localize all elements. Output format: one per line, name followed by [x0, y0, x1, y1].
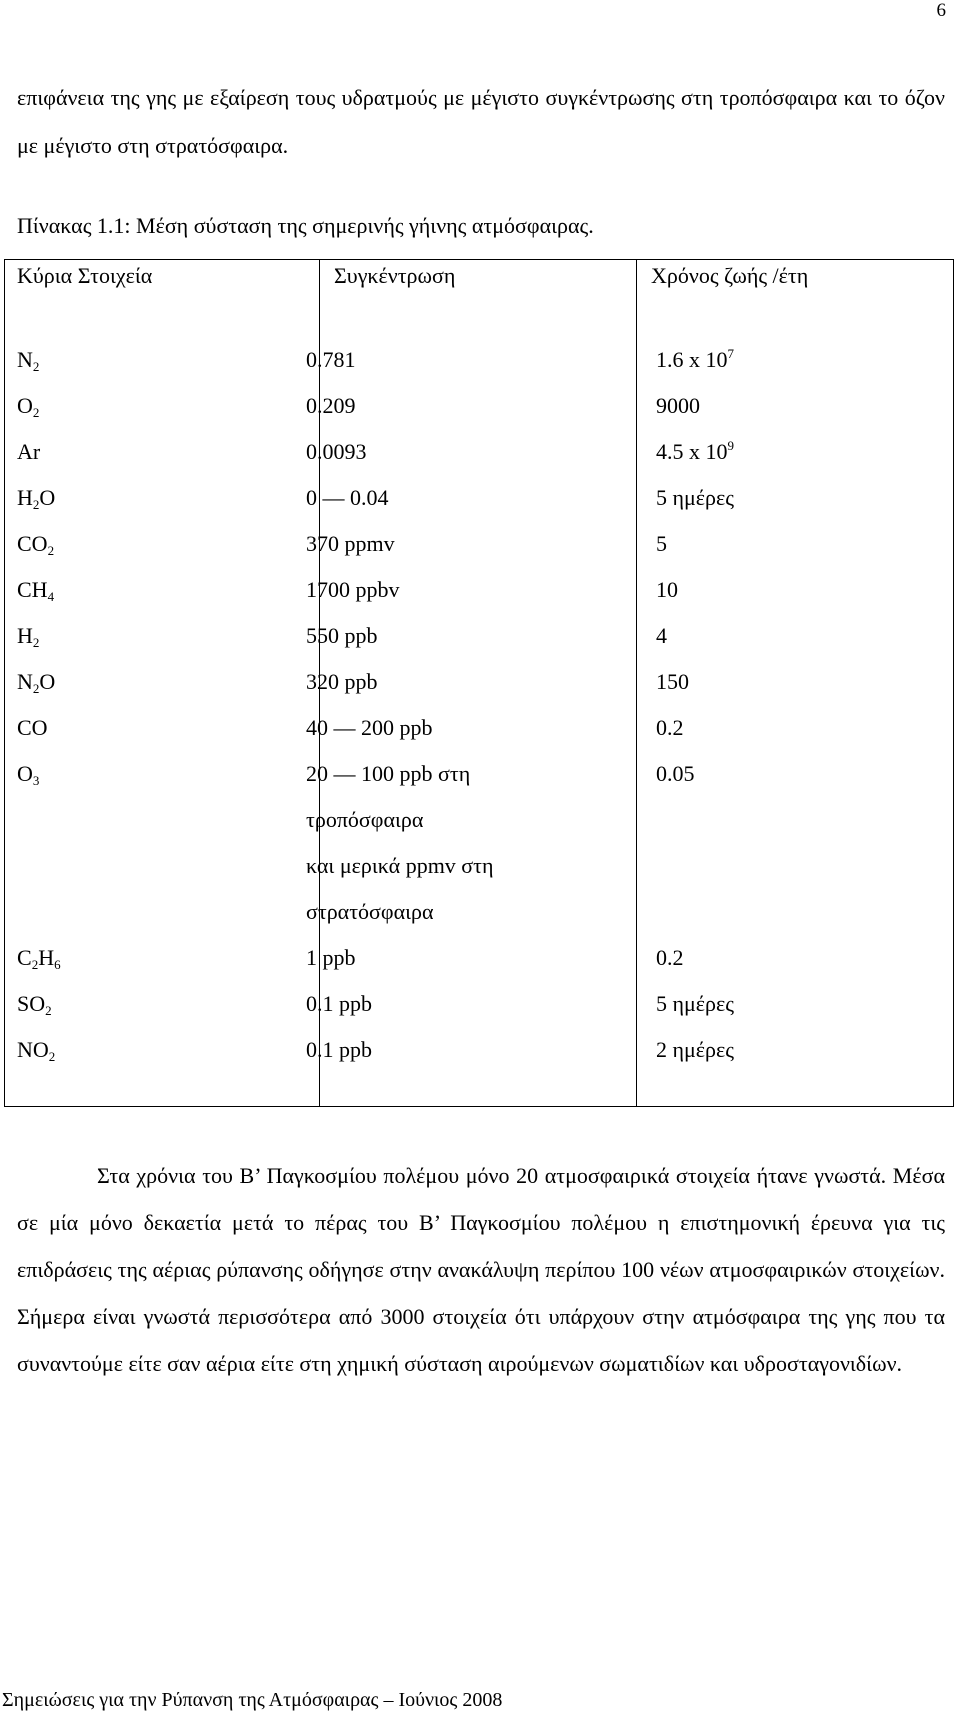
header-concentration: Συγκέντρωση	[334, 263, 456, 288]
row-element	[17, 347, 39, 373]
row-lifetime	[656, 945, 684, 971]
element-subscript: 2	[32, 497, 40, 512]
row-concentration: 1700 ppbv	[306, 577, 400, 602]
row-concentration: 0 — 0.04	[306, 485, 389, 510]
row-element	[17, 531, 54, 557]
row-concentration: 0.1 ppb	[306, 1037, 372, 1062]
table-border-top	[4, 259, 954, 260]
row-lifetime	[656, 577, 678, 603]
table-border-left	[4, 259, 5, 1107]
lifetime-value: 1.6 x 10	[656, 347, 728, 372]
element-symbol: N	[17, 669, 33, 694]
lifetime-value: 0.2	[656, 715, 684, 740]
row-lifetime	[656, 991, 734, 1017]
lifetime-value: 150	[656, 669, 689, 694]
element-symbol: O	[17, 393, 33, 418]
element-symbol: N	[17, 347, 33, 372]
page-number: 6	[936, 0, 946, 21]
row-concentration: 0.209	[306, 393, 356, 418]
element-symbol: H	[17, 623, 33, 648]
row-element	[17, 669, 55, 695]
element-subscript: 2	[32, 681, 40, 696]
lifetime-value: 9000	[656, 393, 700, 418]
element-symbol-suffix: O	[39, 485, 56, 510]
element-symbol: CO	[17, 715, 48, 740]
element-symbol-suffix: O	[39, 669, 56, 694]
lifetime-value: 10	[656, 577, 678, 602]
table-border-bottom	[4, 1106, 954, 1107]
lifetime-exponent: 9	[727, 438, 734, 453]
element-subscript: 2	[32, 405, 40, 420]
row-element	[17, 945, 61, 971]
row-lifetime	[656, 715, 684, 741]
row-lifetime	[656, 439, 734, 465]
header-elements: Κύρια Στοιχεία	[17, 263, 153, 288]
row-concentration: 550 ppb	[306, 623, 378, 648]
element-symbol: Ar	[17, 439, 41, 464]
row-lifetime	[656, 669, 689, 695]
row-element	[17, 991, 52, 1017]
intro-paragraph: επιφάνεια της γης με εξαίρεση τους υδρατμούς με μέγιστο συγκέντρωσης στη τροπόσφαιρα και το όζον με μέγιστο στη στρατόσφαιρα.	[17, 85, 945, 158]
body-paragraph	[17, 1152, 945, 1387]
element-subscript: 2	[47, 543, 55, 558]
row-lifetime	[656, 761, 695, 787]
element-subscript: 4	[47, 589, 55, 604]
element-symbol-suffix: H	[38, 945, 55, 970]
element-subscript: 2	[32, 359, 40, 374]
table-caption: Πίνακας 1.1: Μέση σύσταση της σημερινής γήινης ατμόσφαιρας.	[17, 213, 594, 238]
row-element	[17, 715, 48, 741]
element-symbol: H	[17, 485, 33, 510]
element-symbol: O	[17, 761, 33, 786]
body-paragraph-text: Στα χρόνια του Β’ Παγκοσμίου πολέμου μόνο 20 ατμοσφαιρικά στοιχεία ήτανε γνωστά. Μέσα σε μία μόνο δεκαετία μετά το πέρας του Β’ Παγκοσμίου πολέμου η επιστημονική έρευνα για τις επιδράσεις της αέριας ρύπανσης οδήγησε στην ανακάλυψη περίπου 100 νέων ατμοσφαιρικών στοιχείων. Σήμερα είναι γνωστά περισσότερα από 3000 στοιχεία ότι υπάρχουν στην ατμόσφαιρα της γης που τα συναντούμε είτε σαν αέρια είτε στη χημική σύσταση αιρούμενων σωματιδίων και υδροσταγονιδίων.	[17, 1163, 945, 1376]
element-symbol: SO	[17, 991, 46, 1016]
element-subscript: 3	[32, 773, 40, 788]
element-symbol: NO	[17, 1037, 49, 1062]
row-lifetime	[656, 347, 734, 373]
element-subscript: 6	[54, 957, 61, 972]
element-subscript: 2	[32, 635, 40, 650]
element-subscript: 2	[48, 1049, 56, 1064]
row-element	[17, 1037, 55, 1063]
element-symbol: CH	[17, 577, 48, 602]
table-divider-2	[636, 259, 637, 1107]
element-symbol: CO	[17, 531, 48, 556]
row-element	[17, 393, 39, 419]
table-border-right	[953, 259, 954, 1107]
lifetime-value: 4	[656, 623, 667, 648]
row-concentration: 0.1 ppb	[306, 991, 372, 1016]
element-subscript: 2	[31, 957, 39, 972]
lifetime-value: 0.05	[656, 761, 695, 786]
row-lifetime	[656, 485, 734, 511]
composition-table	[4, 259, 954, 1107]
row-element	[17, 577, 54, 603]
row-element	[17, 439, 40, 465]
lifetime-value: 0.2	[656, 945, 684, 970]
row-concentration: 1 ppb	[306, 945, 356, 970]
row-element	[17, 485, 55, 511]
row-concentration: 370 ppmv	[306, 531, 395, 556]
lifetime-value: 2 ημέρες	[656, 1037, 734, 1062]
lifetime-exponent: 7	[727, 346, 734, 361]
element-symbol: C	[17, 945, 32, 970]
row-lifetime	[656, 1037, 734, 1063]
element-subscript: 2	[45, 1003, 52, 1018]
row-concentration: και μερικά ppmv στη	[306, 853, 494, 878]
row-element	[17, 761, 39, 787]
row-concentration: τροπόσφαιρα	[306, 807, 424, 832]
header-lifetime: Χρόνος ζωής /έτη	[651, 263, 809, 288]
lifetime-value: 5	[656, 531, 667, 556]
row-concentration: 0.781	[306, 347, 356, 372]
row-concentration: 320 ppb	[306, 669, 378, 694]
row-lifetime	[656, 531, 667, 557]
row-concentration: 40 — 200 ppb	[306, 715, 433, 740]
row-concentration: 0.0093	[306, 439, 367, 464]
row-lifetime	[656, 393, 700, 419]
row-lifetime	[656, 623, 667, 649]
lifetime-value: 5 ημέρες	[656, 991, 734, 1016]
row-concentration: στρατόσφαιρα	[306, 899, 434, 924]
lifetime-value: 4.5 x 10	[656, 439, 728, 464]
row-concentration: 20 — 100 ppb στη	[306, 761, 471, 786]
row-element	[17, 623, 39, 649]
page-footer: Σημειώσεις για την Ρύπανση της Ατμόσφαιρας – Ιούνιος 2008	[2, 1689, 503, 1711]
lifetime-value: 5 ημέρες	[656, 485, 734, 510]
